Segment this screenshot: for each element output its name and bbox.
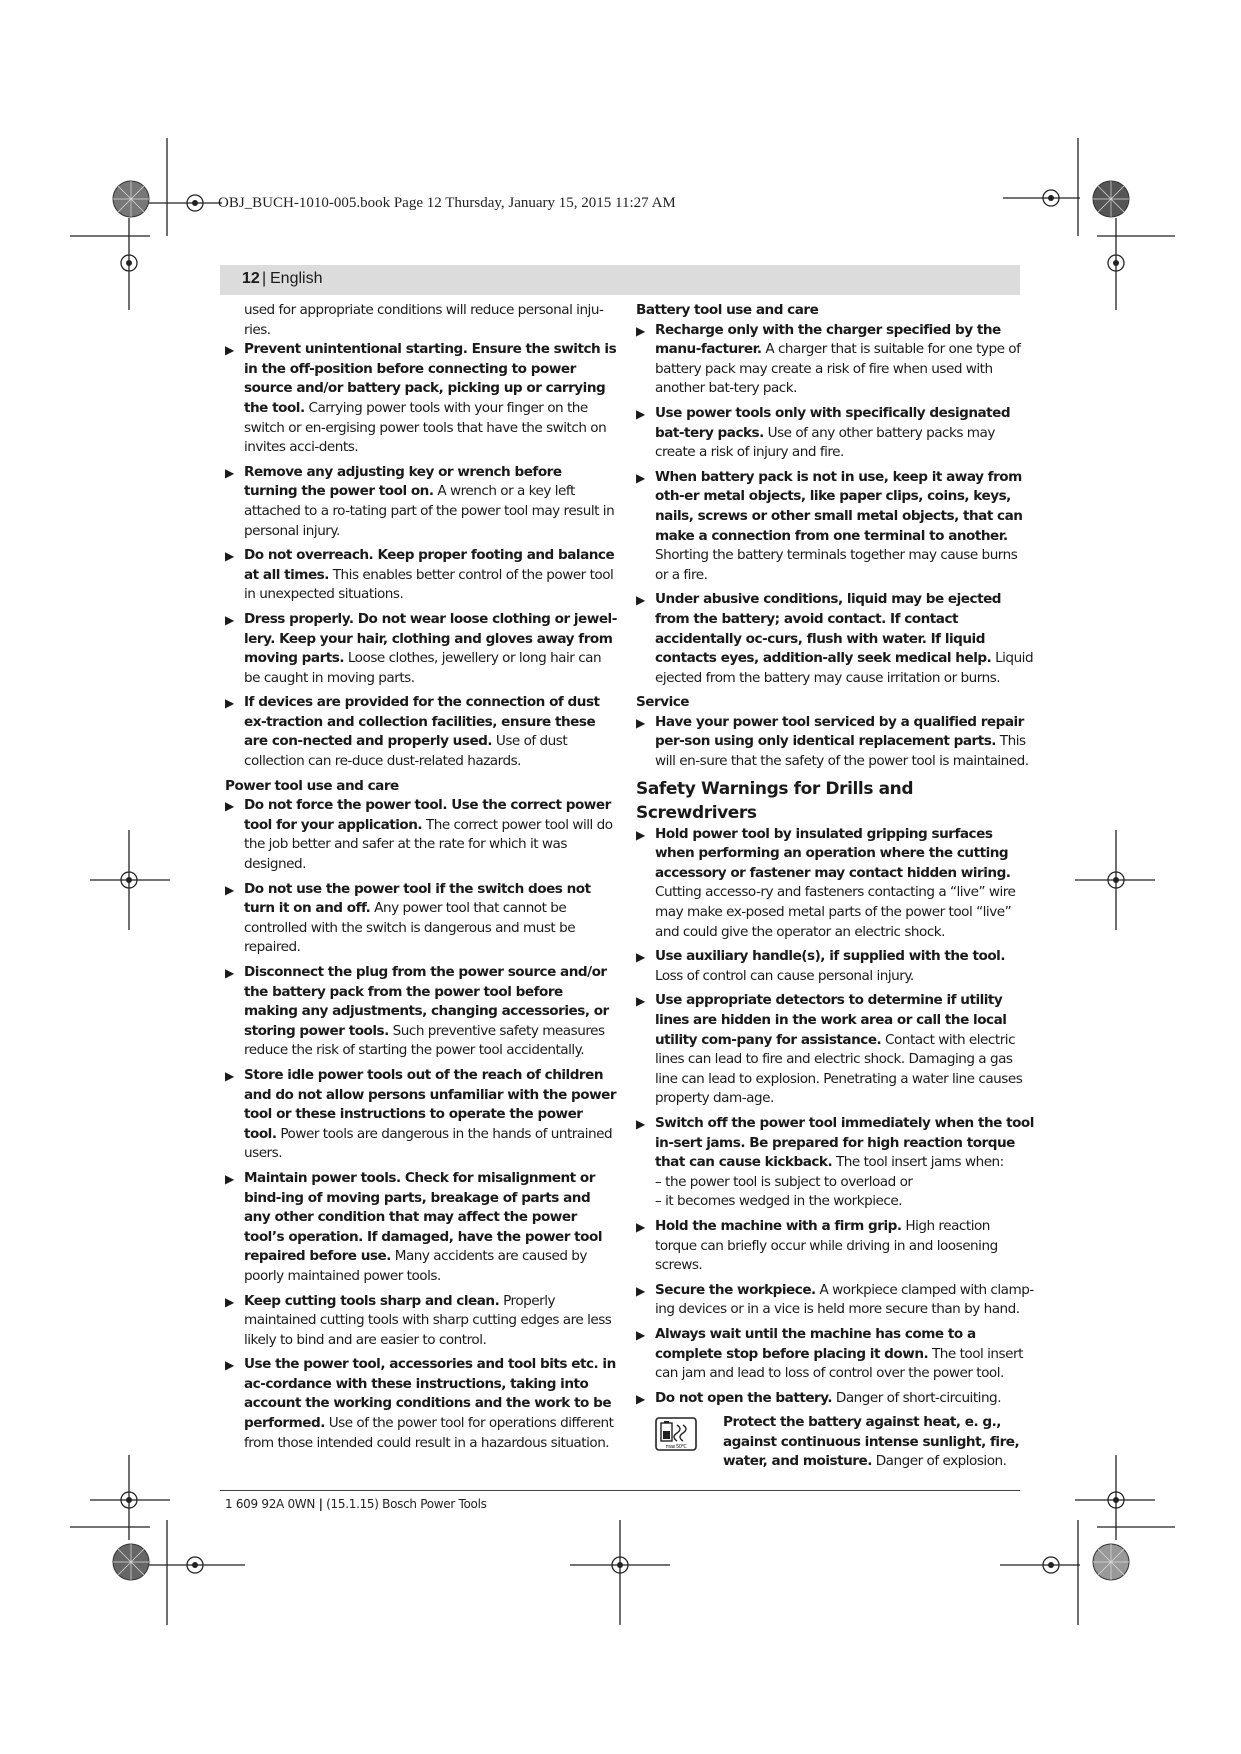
bullet-triangle-icon: ▶ (636, 715, 645, 730)
print-header: OBJ_BUCH-1010-005.book Page 12 Thursday, January 15, 2015 11:27 AM (218, 195, 676, 211)
battery-warning: max 50°C Protect the battery against heat, e. g., against continuous intense sunlight, fire, water, and moisture. Danger of explosion. (655, 1413, 1034, 1472)
safety-item: ▶ Hold power tool by insulated gripping surfaces when performing an operation where the cutting accessory or fastener may contact hidden wiring. Cutting accesso-ry and fasteners contacting a “live” wire may make ex-posed metal parts of the power tool “live” and could give the operator an electric shock. (636, 825, 1016, 940)
bullet-triangle-icon: ▶ (636, 1391, 645, 1406)
safety-item: ▶ Do not overreach. Keep proper footing and balance at all times. This enables better control of the power tool in unexpected situations. (225, 547, 615, 603)
bullet-triangle-icon: ▶ (636, 323, 645, 338)
safety-item: ▶ Hold the machine with a firm grip. High reaction torque can briefly occur while driving in and loosening screws. (636, 1217, 998, 1274)
safety-item: ▶ Disconnect the plug from the power source and/or the battery pack from the power tool before making any adjustments, changing accessories, or storing power tools. Such preventive safety measures reduce the risk of starting the power tool accidentally. (225, 964, 609, 1059)
bullet-triangle-icon: ▶ (225, 696, 234, 711)
safety-item: ▶ Switch off the power tool immediately when the tool in-sert jams. Be prepared for high reaction torque that can cause kickback. The tool insert jams when: (636, 1114, 1034, 1171)
svg-text:max 50°C: max 50°C (665, 1444, 687, 1451)
footer-code: 1 609 92A 0WN (225, 1497, 316, 1511)
safety-item: ▶ Remove any adjusting key or wrench before turning the power tool on. A wrench or a key left attached to a ro-tating part of the power tool may result in personal injury. (225, 463, 615, 539)
safety-item: ▶ Have your power tool serviced by a qualified repair per-son using only identical replacement parts. This will en-sure that the safety of the power tool is maintained. (636, 713, 1029, 770)
bullet-triangle-icon: ▶ (636, 1327, 645, 1342)
safety-item: ▶ Use appropriate detectors to determine if utility lines are hidden in the work area or call the local utility com-pany for assistance. Contact with electric lines can lead to fire and electric shock. Damaging a gas line can lead to explosion. Penetrating a water line causes property dam-age. (636, 992, 1023, 1107)
safety-item: ▶ When battery pack is not in use, keep it away from oth-er metal objects, like paper clips, coins, keys, nails, screws or other small metal objects, that can make a connection from one terminal to another. Shorting the battery terminals together may cause burns or a fire. (636, 468, 1023, 583)
section-heading: Service (636, 694, 690, 711)
section-heading: Power tool use and care (225, 777, 399, 794)
bullet-triangle-icon: ▶ (225, 549, 234, 564)
page-header-band (220, 265, 1020, 295)
page-number: 12 (242, 270, 260, 287)
safety-item: ▶ If devices are provided for the connection of dust ex-traction and collection facilities, ensure these are con-nected and properly used. Use of dust collection can re-duce dust-related hazards. (225, 694, 600, 770)
safety-item: ▶ Do not use the power tool if the switch does not turn it on and off. Any power tool that cannot be controlled with the switch is dangerous and must be repaired. (225, 880, 591, 956)
bullet-triangle-icon: ▶ (225, 343, 234, 358)
bullet-triangle-icon: ▶ (225, 966, 234, 980)
bullet-triangle-icon: ▶ (636, 470, 645, 485)
safety-item: ▶ Store idle power tools out of the reach of children and do not allow persons unfamiliar with the power tool or these instructions to operate the power tool. Power tools are dangerous in the hands of untrained users. (225, 1066, 617, 1162)
bullet-triangle-icon: ▶ (225, 1068, 234, 1083)
safety-item: ▶ Do not force the power tool. Use the correct power tool for your application. The correct power tool will do the job better and safer at the rate for which it was designed. (225, 797, 613, 873)
footer-publisher: (15.1.15) Bosch Power Tools (326, 1497, 487, 1511)
section-heading-large: Safety Warnings for Drills and Screwdrivers (636, 778, 914, 823)
bullet-triangle-icon: ▶ (636, 1219, 645, 1234)
safety-item: ▶ Secure the workpiece. A workpiece clamped with clamp-ing devices or in a vice is held more secure than by hand. (636, 1281, 1034, 1318)
safety-item: ▶ Keep cutting tools sharp and clean. Properly maintained cutting tools with sharp cutting edges are less likely to bind and are easier to control. (225, 1292, 612, 1348)
bullet-triangle-icon: ▶ (225, 612, 234, 627)
page-language: English (270, 270, 323, 287)
safety-item: ▶ Use auxiliary handle(s), if supplied with the tool. Loss of control can cause personal injury. (636, 948, 1005, 984)
safety-item: ▶ Always wait until the machine has come to a complete stop before placing it down. The tool insert can jam and lead to loss of control over the power tool. (636, 1325, 1023, 1382)
intro-continuation: used for appropriate conditions will reduce personal inju-ries. (244, 302, 604, 338)
safety-item: ▶ Use power tools only with specifically designated bat-tery packs. Use of any other battery packs may create a risk of injury and fire. (636, 404, 1011, 461)
bullet-triangle-icon: ▶ (225, 882, 234, 897)
safety-item: ▶ Dress properly. Do not wear loose clothing or jewel-lery. Keep your hair, clothing and gloves away from moving parts. Loose clothes, jewellery or long hair can be caught in moving parts. (225, 610, 617, 686)
bullet-triangle-icon: ▶ (636, 1283, 645, 1298)
jam-condition: – it becomes wedged in the workpiece. (655, 1193, 903, 1210)
safety-item: ▶ Recharge only with the charger specified by the manu-facturer. A charger that is suitable for one type of battery pack may create a risk of fire when used with another bat-tery pack. (636, 321, 1021, 397)
safety-item: ▶ Prevent unintentional starting. Ensure the switch is in the off-position before connecting to power source and/or battery pack, picking up or carrying the tool. Carrying power tools with your finger on the switch or en-ergising power tools that have the switch on invites acci-dents. (225, 341, 617, 456)
page-footer (225, 1497, 487, 1511)
bullet-triangle-icon: ▶ (636, 994, 645, 1009)
jam-condition: – the power tool is subject to overload or (655, 1173, 913, 1190)
safety-item: ▶ Maintain power tools. Check for misalignment or bind-ing of moving parts, breakage of parts and any other condition that may affect the power tool’s operation. If damaged, have the power tool repaired before use. Many accidents are caused by poorly maintained power tools. (225, 1169, 602, 1284)
footer-separator: | (318, 1497, 323, 1511)
bullet-triangle-icon: ▶ (225, 1294, 234, 1309)
bullet-triangle-icon: ▶ (636, 593, 645, 608)
left-column (225, 301, 617, 1458)
safety-item: ▶ Do not open the battery. Danger of short-circuiting. (636, 1389, 1034, 1409)
bullet-triangle-icon: ▶ (636, 827, 645, 842)
bullet-triangle-icon: ▶ (225, 1171, 234, 1186)
right-column (636, 301, 1034, 1472)
battery-heat-icon (655, 1417, 697, 1451)
footer-rule (220, 1490, 1020, 1491)
bullet-triangle-icon: ▶ (225, 1358, 234, 1373)
bullet-triangle-icon: ▶ (636, 950, 645, 965)
bullet-triangle-icon: ▶ (636, 1116, 645, 1131)
bullet-triangle-icon: ▶ (225, 799, 234, 814)
safety-item: ▶ Under abusive conditions, liquid may be ejected from the battery; avoid contact. If contact accidentally oc-curs, flush with water. If liquid contacts eyes, addition-ally seek medical help. Liquid ejected from the battery may cause irritation or burns. (636, 591, 1034, 686)
page-separator: | (262, 270, 267, 287)
bullet-triangle-icon: ▶ (636, 406, 645, 421)
safety-item: ▶ Use the power tool, accessories and tool bits etc. in ac-cordance with these instructions, taking into account the working conditions and the work to be performed. Use of the power tool for operations different from those intended could result in a hazardous situation. (225, 1356, 616, 1451)
bullet-triangle-icon: ▶ (225, 465, 234, 480)
section-heading: Battery tool use and care (636, 302, 819, 318)
